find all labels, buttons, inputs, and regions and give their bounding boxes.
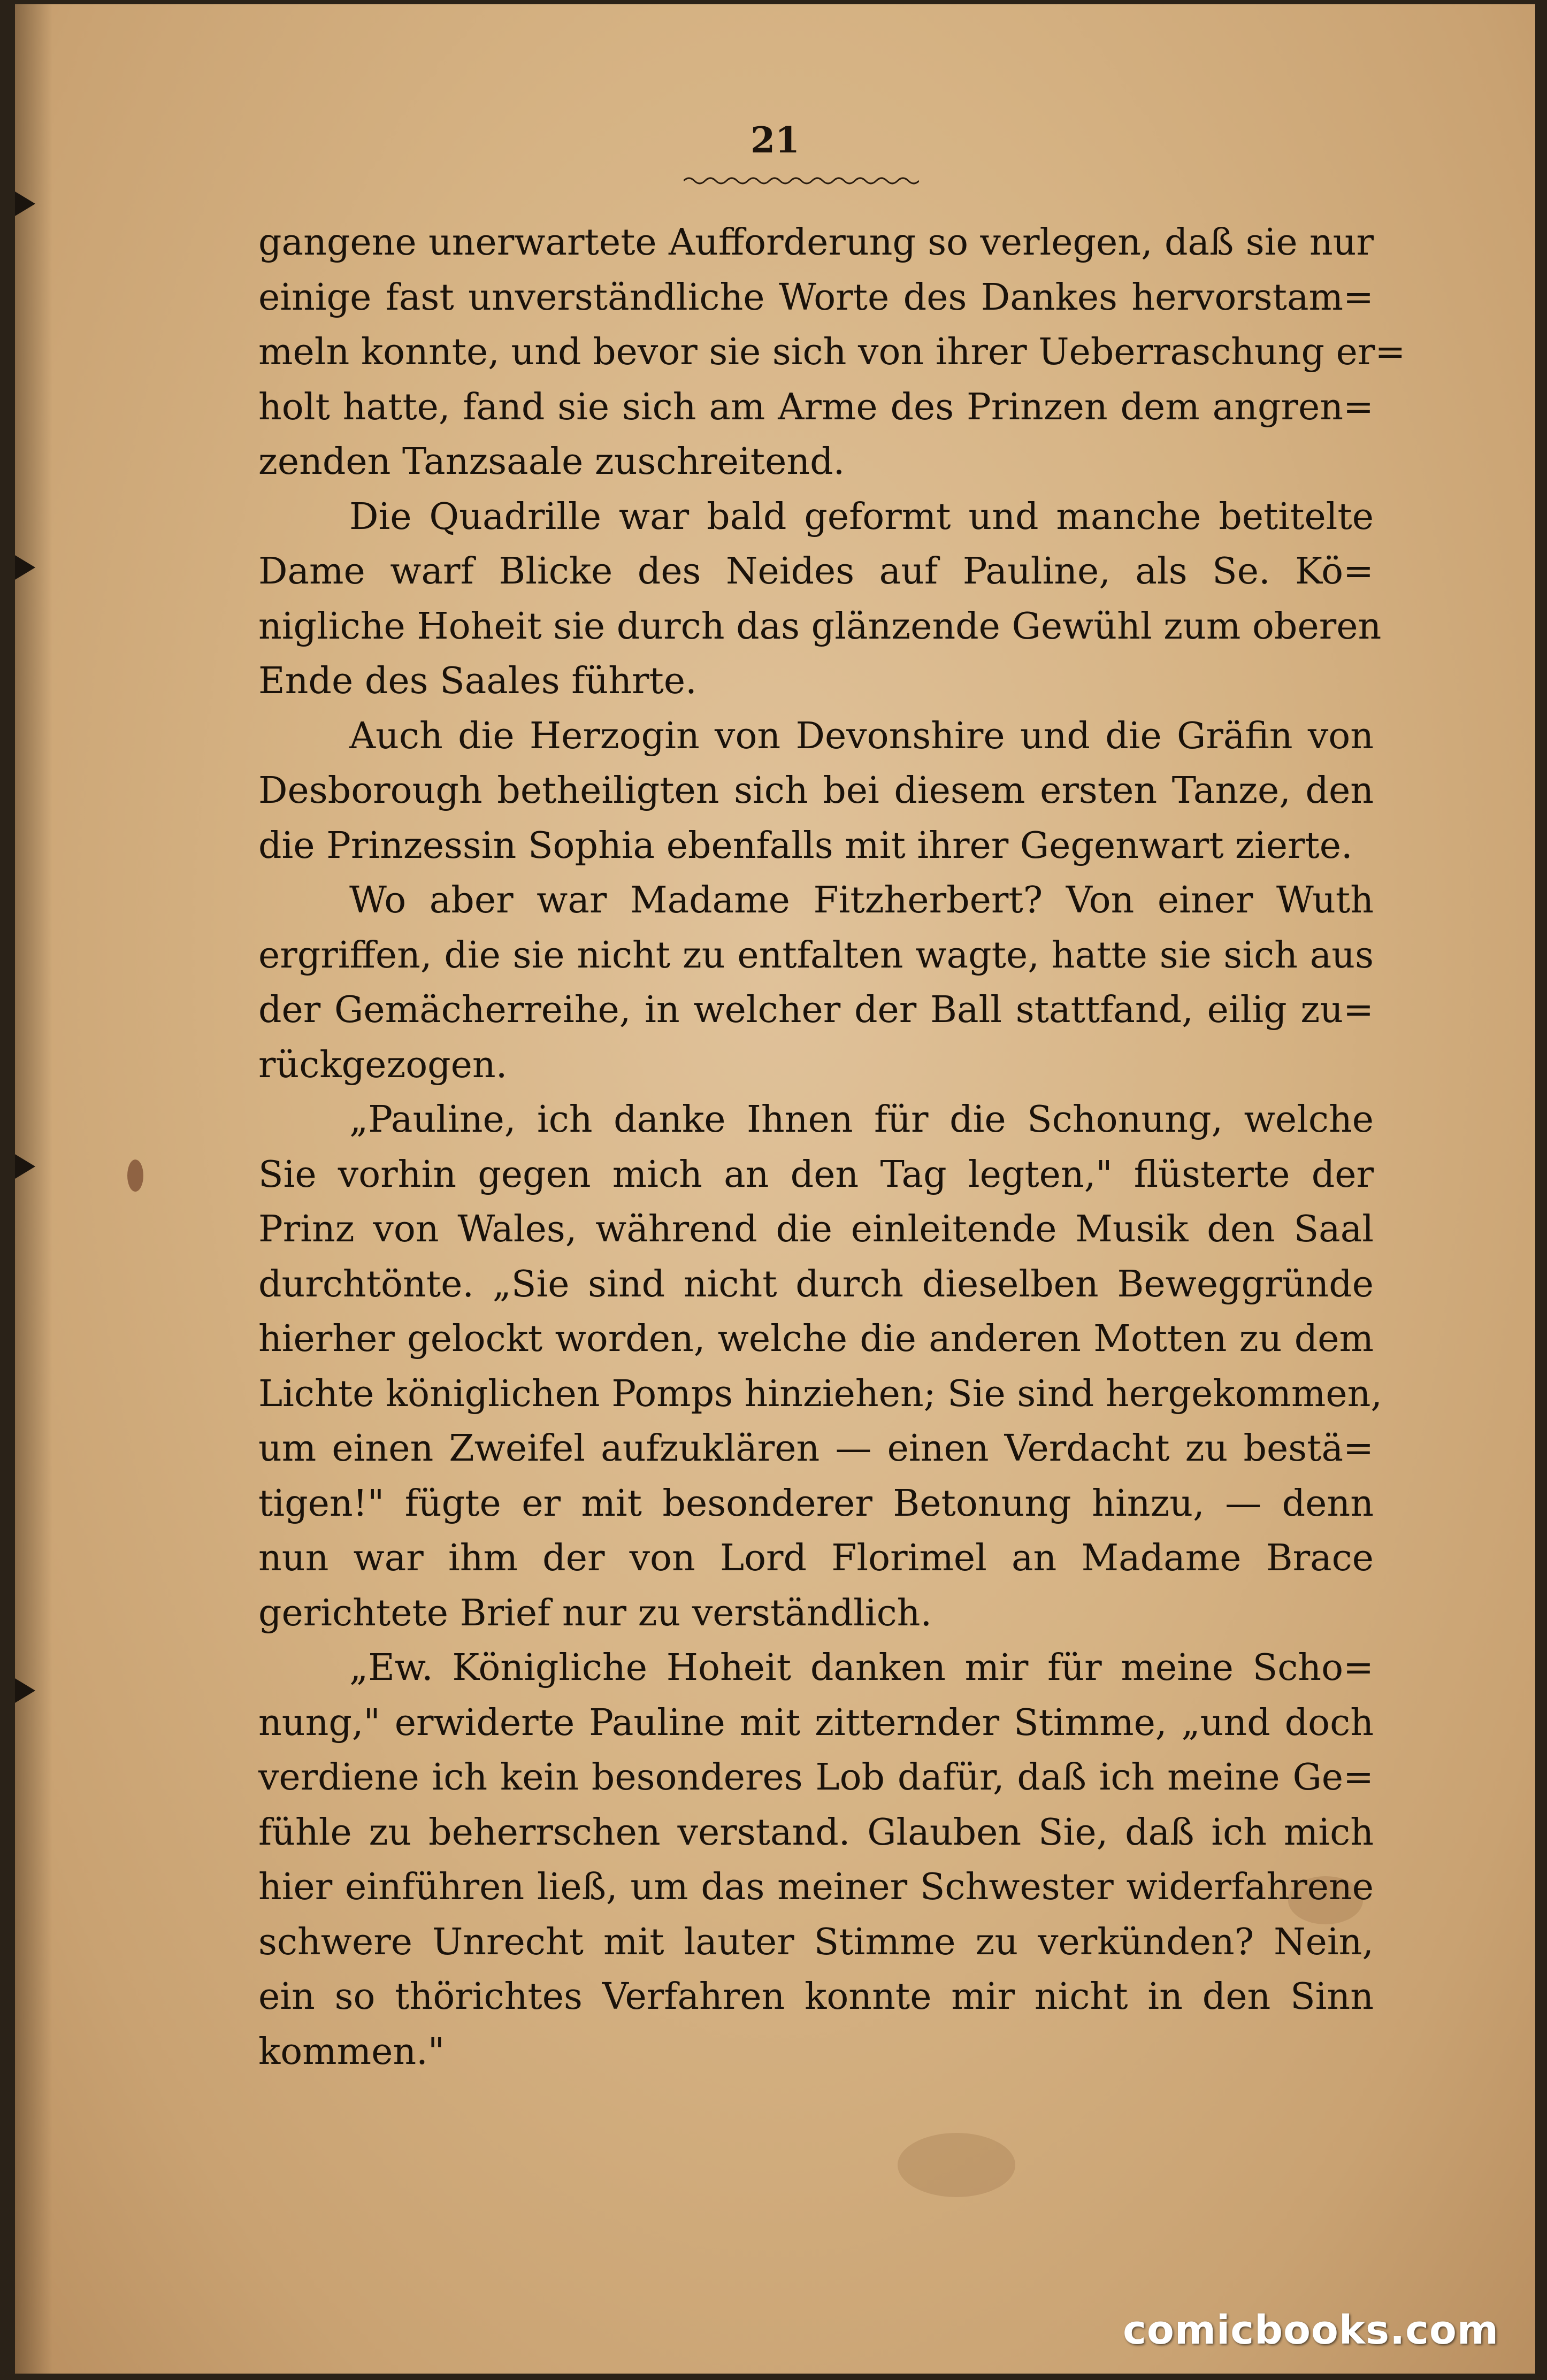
text-line: tigen!" fügte er mit besonderer Betonung hinzu, — denn [258, 1482, 1374, 1525]
text-line: kommen." [258, 2030, 445, 2073]
text-line: ergriffen, die sie nicht zu entfalten wagte, hatte sie sich aus [258, 934, 1374, 977]
paper-stain [127, 1160, 143, 1192]
page-number: 21 [750, 119, 800, 161]
text-line: Die Quadrille war bald geformt und manche betitelte [349, 495, 1374, 538]
text-line: gangene unerwartete Aufforderung so verlegen, daß sie nur [258, 221, 1374, 264]
text-line: durchtönte. „Sie sind nicht durch dieselben Beweggründe [258, 1263, 1374, 1306]
text-line: nun war ihm der von Lord Florimel an Madame Brace [258, 1537, 1374, 1579]
text-line: verdiene ich kein besonderes Lob dafür, daß ich meine Ge= [258, 1756, 1374, 1799]
binding-shadow [15, 4, 52, 2374]
text-line: Desborough betheiligten sich bei diesem ersten Tanze, den [258, 770, 1374, 812]
text-line: zenden Tanzsaale zuschreitend. [258, 441, 845, 483]
body-text [258, 216, 1406, 2079]
text-line: Dame warf Blicke des Neides auf Pauline, als Se. Kö= [258, 550, 1374, 593]
text-line: um einen Zweifel aufzuklären — einen Verdacht zu bestä= [258, 1427, 1374, 1470]
text-line: schwere Unrecht mit lauter Stimme zu verkünden? Nein, [258, 1921, 1374, 1963]
wavy-rule-ornament-icon [684, 174, 919, 187]
text-line: Prinz von Wales, während die einleitende Musik den Saal [258, 1208, 1374, 1250]
text-line: hier einführen ließ, um das meiner Schwester widerfahrene [258, 1866, 1374, 1908]
text-line: „Pauline, ich danke Ihnen für die Schonung, welche [349, 1099, 1374, 1141]
text-line: der Gemächerreihe, in welcher der Ball stattfand, eilig zu= [258, 989, 1374, 1031]
text-line: meln konnte, und bevor sie sich von ihrer Ueberraschung er= [258, 331, 1406, 373]
text-line: Ende des Saales führte. [258, 660, 697, 702]
text-line: die Prinzessin Sophia ebenfalls mit ihrer Gegenwart zierte. [258, 824, 1353, 867]
text-line: Wo aber war Madame Fitzherbert? Von einer Wuth [349, 879, 1374, 922]
text-line: hierher gelockt worden, welche die anderen Motten zu dem [258, 1318, 1374, 1360]
text-line: Auch die Herzogin von Devonshire und die Gräfin von [349, 715, 1374, 757]
text-line: Lichte königlichen Pomps hinziehen; Sie sind hergekommen, [258, 1372, 1383, 1415]
text-line: Sie vorhin gegen mich an den Tag legten," flüsterte der [258, 1153, 1374, 1196]
text-line: einige fast unverständliche Worte des Dankes hervorstam= [258, 276, 1374, 319]
site-watermark: comicbooks.com [1123, 2307, 1499, 2353]
text-line: ein so thörichtes Verfahren konnte mir nicht in den Sinn [258, 1976, 1374, 2018]
paper-stain [898, 2133, 1015, 2197]
text-line: „Ew. Königliche Hoheit danken mir für meine Scho= [349, 1647, 1374, 1689]
text-line: fühle zu beherrschen verstand. Glauben Sie, daß ich mich [258, 1811, 1374, 1854]
text-line: rückgezogen. [258, 1043, 508, 1086]
text-line: gerichtete Brief nur zu verständlich. [258, 1592, 932, 1634]
text-line: nung," erwiderte Pauline mit zitternder Stimme, „und doch [258, 1701, 1374, 1744]
text-line: holt hatte, fand sie sich am Arme des Prinzen dem angren= [258, 386, 1374, 428]
book-page [15, 4, 1535, 2374]
text-line: nigliche Hoheit sie durch das glänzende Gewühl zum oberen [258, 605, 1382, 648]
